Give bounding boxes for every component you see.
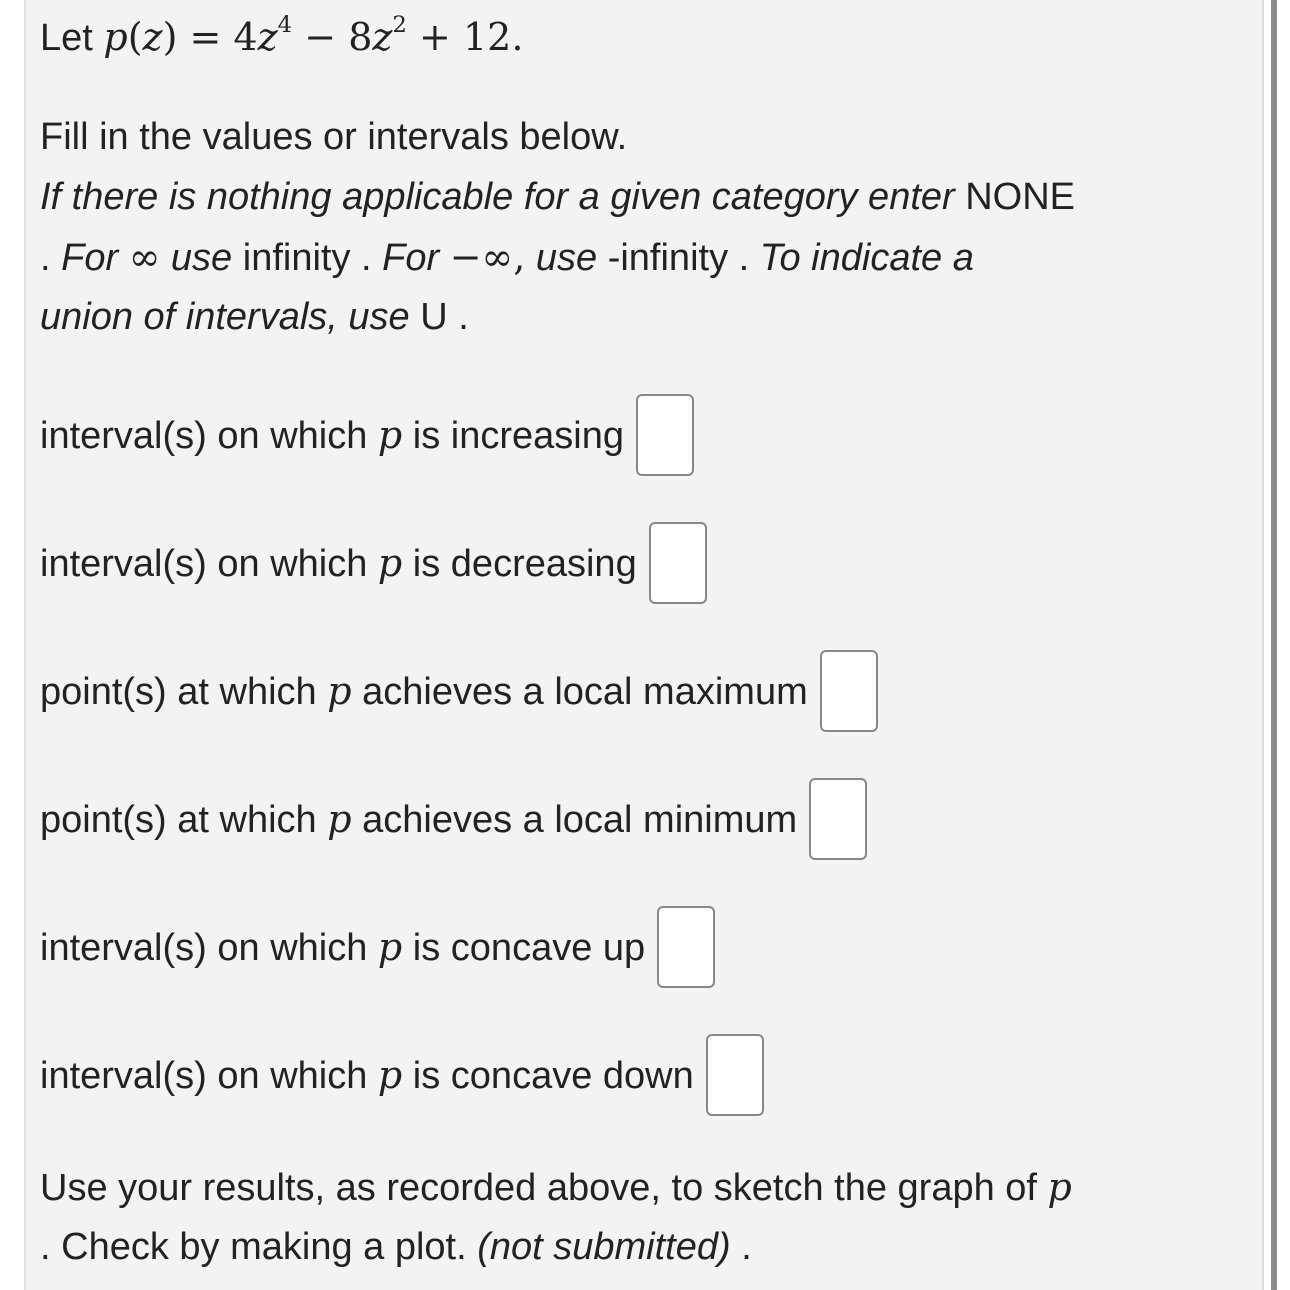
question-concave-down: interval(s) on which p is concave down	[40, 1033, 764, 1117]
outro-line-1: Use your results, as recorded above, to sketch the graph of p	[40, 1165, 1072, 1209]
none-keyword: NONE	[965, 176, 1076, 218]
instruction-line-4: union of intervals, use U .	[40, 296, 469, 338]
scrollbar[interactable]	[1268, 0, 1280, 1290]
concave-up-input[interactable]	[657, 906, 715, 988]
outro-line-2: . Check by making a plot. (not submitted) .	[40, 1226, 752, 1268]
function-definition: $p(z) = 4z^4 - 8z^2 + 12$.	[103, 11, 524, 59]
instruction-line-1: Fill in the values or intervals below.	[40, 116, 628, 158]
local-minimum-input[interactable]	[809, 778, 867, 860]
local-maximum-input[interactable]	[820, 650, 878, 732]
infinity-keyword: infinity	[242, 237, 351, 279]
increasing-input[interactable]	[636, 394, 694, 476]
instruction-line-3: . For ∞ use infinity . For −∞, use -infinity . To indicate a	[40, 235, 974, 279]
question-increasing: interval(s) on which p is increasing	[40, 393, 694, 477]
decreasing-input[interactable]	[649, 522, 707, 604]
question-local-maximum: point(s) at which p achieves a local maximum	[40, 649, 878, 733]
let-word: Let	[40, 17, 93, 59]
question-concave-up: interval(s) on which p is concave up	[40, 905, 715, 989]
neg-infinity-symbol: −∞,	[449, 235, 526, 279]
problem-statement	[40, 11, 524, 59]
question-local-minimum: point(s) at which p achieves a local minimum	[40, 777, 867, 861]
neg-infinity-keyword: -infinity	[607, 237, 729, 279]
concave-down-input[interactable]	[706, 1034, 764, 1116]
scrollbar-thumb[interactable]	[1271, 0, 1277, 1290]
infinity-symbol: ∞	[128, 235, 161, 279]
not-submitted-note: (not submitted)	[477, 1226, 731, 1268]
union-keyword: U	[420, 296, 448, 338]
question-decreasing: interval(s) on which p is decreasing	[40, 521, 707, 605]
instruction-line-2: If there is nothing applicable for a given category enter NONE	[40, 176, 1076, 218]
